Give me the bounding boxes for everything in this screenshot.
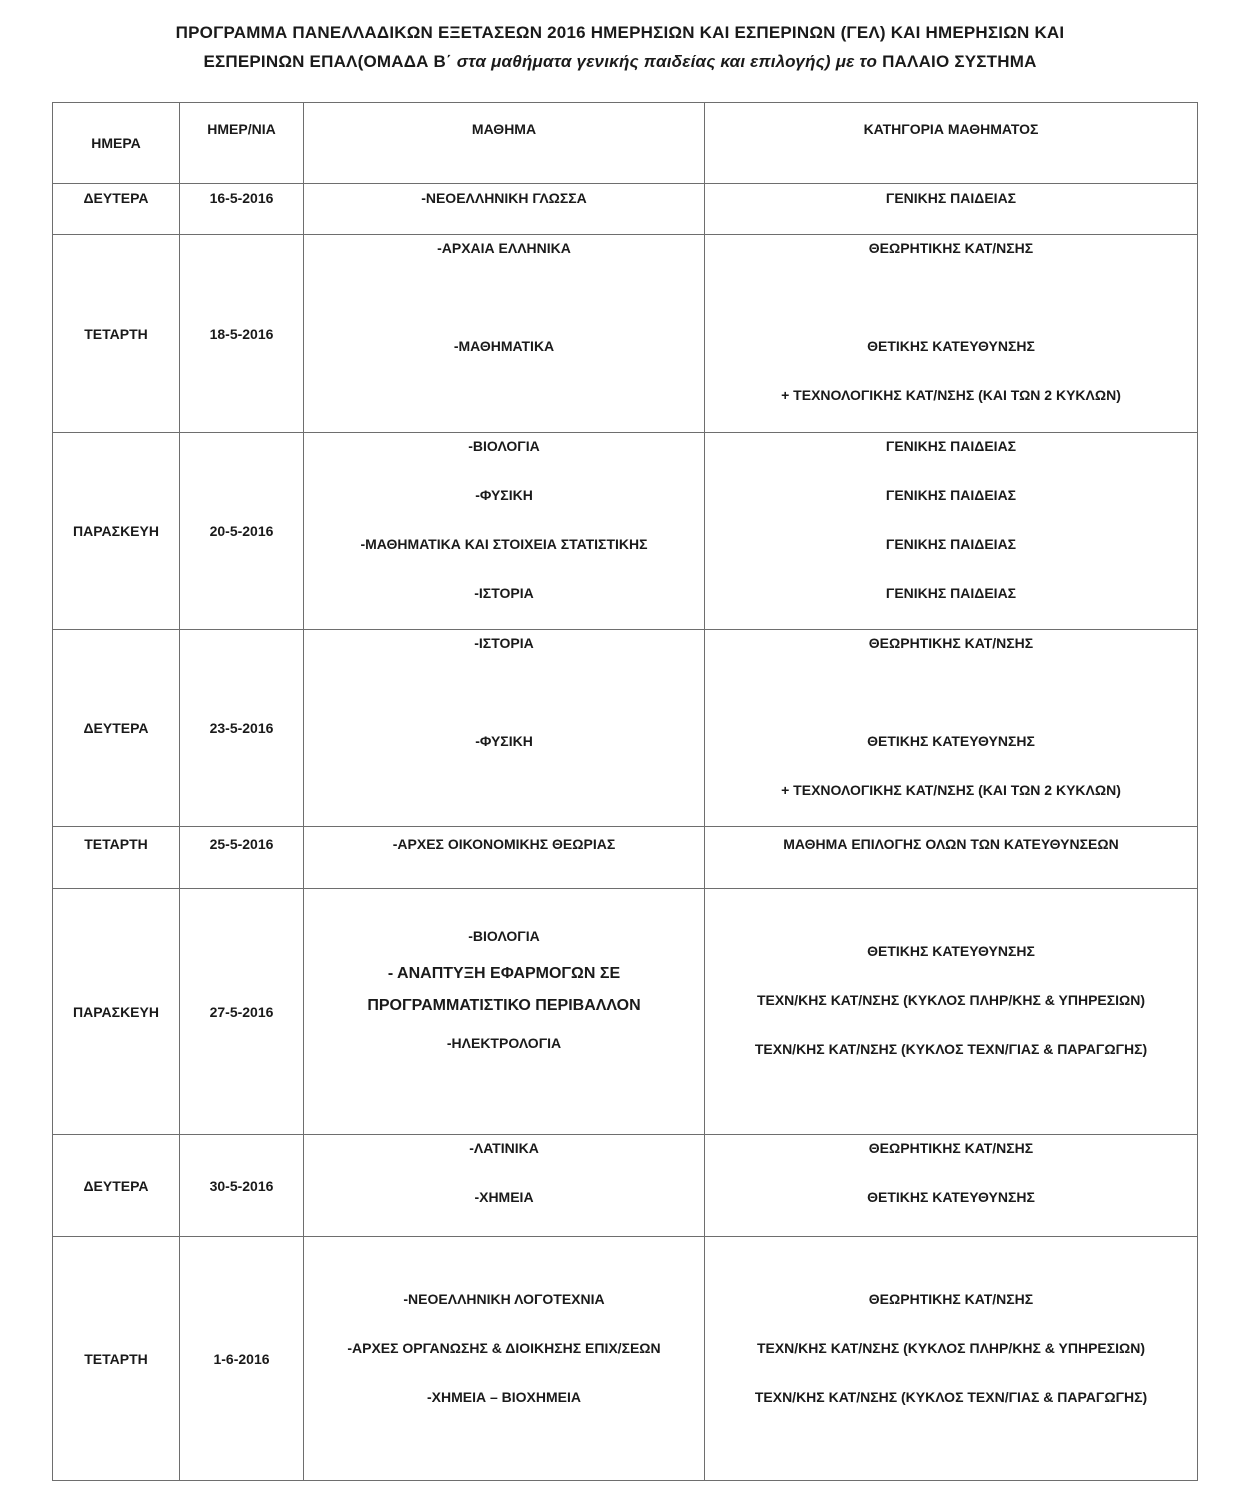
category-cell: ΘΕΩΡΗΤΙΚΗΣ ΚΑΤ/ΝΣΗΣ ΘΕΤΙΚΗΣ ΚΑΤΕΥΘΥΝΣΗΣ + ΤΕΧΝΟΛΟΓΙΚΗΣ ΚΑΤ/ΝΣΗΣ (ΚΑΙ ΤΩΝ 2 ΚΥΚΛΩΝ) — [705, 235, 1198, 433]
day-cell: ΤΕΤΑΡΤΗ — [53, 235, 180, 433]
title-line-2-part-4: ΠΑΛΑΙΟ ΣΥΣΤΗΜΑ — [877, 52, 1037, 71]
category-cell: ΘΕΤΙΚΗΣ ΚΑΤΕΥΘΥΝΣΗΣ ΤΕΧΝ/ΚΗΣ ΚΑΤ/ΝΣΗΣ (ΚΥΚΛΟΣ ΠΛΗΡ/ΚΗΣ & ΥΠΗΡΕΣΙΩΝ) ΤΕΧΝ/ΚΗΣ ΚΑΤ/ΝΣΗΣ (ΚΥΚΛΟΣ ΤΕΧΝ/ΓΙΑΣ & ΠΑΡΑΓΩΓΗΣ) — [705, 889, 1198, 1135]
day-cell: ΔΕΥΤΕΡΑ — [53, 184, 180, 235]
date-cell: 25-5-2016 — [180, 827, 304, 889]
header-day: ΗΜΕΡΑ — [53, 103, 180, 184]
header-category: ΚΑΤΗΓΟΡΙΑ ΜΑΘΗΜΑΤΟΣ — [705, 103, 1198, 184]
day-cell: ΠΑΡΑΣΚΕΥΗ — [53, 889, 180, 1135]
category-cell: ΘΕΩΡΗΤΙΚΗΣ ΚΑΤ/ΝΣΗΣ ΘΕΤΙΚΗΣ ΚΑΤΕΥΘΥΝΣΗΣ — [705, 1135, 1198, 1237]
day-cell: ΠΑΡΑΣΚΕΥΗ — [53, 433, 180, 630]
date-cell: 20-5-2016 — [180, 433, 304, 630]
title-line-2 — [40, 47, 1200, 76]
header-date: ΗΜΕΡ/ΝΙΑ — [180, 103, 304, 184]
date-cell: 18-5-2016 — [180, 235, 304, 433]
day-cell: ΤΕΤΑΡΤΗ — [53, 1237, 180, 1481]
title-line-2-part-3: με το — [835, 52, 878, 71]
table-row — [53, 630, 1198, 827]
table-row — [53, 235, 1198, 433]
category-cell: ΘΕΩΡΗΤΙΚΗΣ ΚΑΤ/ΝΣΗΣ ΘΕΤΙΚΗΣ ΚΑΤΕΥΘΥΝΣΗΣ + ΤΕΧΝΟΛΟΓΙΚΗΣ ΚΑΤ/ΝΣΗΣ (ΚΑΙ ΤΩΝ 2 ΚΥΚΛΩΝ) — [705, 630, 1198, 827]
date-cell: 27-5-2016 — [180, 889, 304, 1135]
table-row — [53, 889, 1198, 1135]
subject-cell: -ΙΣΤΟΡΙΑ -ΦΥΣΙΚΗ — [304, 630, 705, 827]
date-cell: 16-5-2016 — [180, 184, 304, 235]
subject-cell: -ΒΙΟΛΟΓΙΑ - ΑΝΑΠΤΥΞΗ ΕΦΑΡΜΟΓΩΝ ΣΕ ΠΡΟΓΡΑΜΜΑΤΙΣΤΙΚΟ ΠΕΡΙΒΑΛΛΟΝ -ΗΛΕΚΤΡΟΛΟΓΙΑ — [304, 889, 705, 1135]
header-subject: ΜΑΘΗΜΑ — [304, 103, 705, 184]
day-cell: ΤΕΤΑΡΤΗ — [53, 827, 180, 889]
subject-cell: -ΛΑΤΙΝΙΚΑ -ΧΗΜΕΙΑ — [304, 1135, 705, 1237]
day-cell: ΔΕΥΤΕΡΑ — [53, 630, 180, 827]
category-cell: ΓΕΝΙΚΗΣ ΠΑΙΔΕΙΑΣ ΓΕΝΙΚΗΣ ΠΑΙΔΕΙΑΣ ΓΕΝΙΚΗΣ ΠΑΙΔΕΙΑΣ ΓΕΝΙΚΗΣ ΠΑΙΔΕΙΑΣ — [705, 433, 1198, 630]
day-cell: ΔΕΥΤΕΡΑ — [53, 1135, 180, 1237]
title-line-1: ΠΡΟΓΡΑΜΜΑ ΠΑΝΕΛΛΑΔΙΚΩΝ ΕΞΕΤΑΣΕΩΝ 2016 ΗΜΕΡΗΣΙΩΝ ΚΑΙ ΕΣΠΕΡΙΝΩΝ (ΓΕΛ) ΚΑΙ ΗΜΕΡΗΣΙΩΝ ΚΑΙ — [175, 23, 1065, 42]
subject-cell: -ΑΡΧΕΣ ΟΙΚΟΝΟΜΙΚΗΣ ΘΕΩΡΙΑΣ — [304, 827, 705, 889]
subject-cell: -ΝΕΟΕΛΛΗΝΙΚΗ ΓΛΩΣΣΑ — [304, 184, 705, 235]
table-row — [53, 1135, 1198, 1237]
category-cell: ΜΑΘΗΜΑ ΕΠΙΛΟΓΗΣ ΟΛΩΝ ΤΩΝ ΚΑΤΕΥΘΥΝΣΕΩΝ — [705, 827, 1198, 889]
subject-cell: -ΒΙΟΛΟΓΙΑ -ΦΥΣΙΚΗ -ΜΑΘΗΜΑΤΙΚΑ ΚΑΙ ΣΤΟΙΧΕΙΑ ΣΤΑΤΙΣΤΙΚΗΣ -ΙΣΤΟΡΙΑ — [304, 433, 705, 630]
category-cell: ΘΕΩΡΗΤΙΚΗΣ ΚΑΤ/ΝΣΗΣ ΤΕΧΝ/ΚΗΣ ΚΑΤ/ΝΣΗΣ (ΚΥΚΛΟΣ ΠΛΗΡ/ΚΗΣ & ΥΠΗΡΕΣΙΩΝ) ΤΕΧΝ/ΚΗΣ ΚΑΤ/ΝΣΗΣ (ΚΥΚΛΟΣ ΤΕΧΝ/ΓΙΑΣ & ΠΑΡΑΓΩΓΗΣ) — [705, 1237, 1198, 1481]
document-title — [40, 18, 1200, 76]
table-header-row — [53, 103, 1198, 184]
table-row — [53, 184, 1198, 235]
title-line-2-part-1: ΕΣΠΕΡΙΝΩΝ ΕΠΑΛ(ΟΜΑΔΑ Β΄ — [203, 52, 452, 71]
category-cell: ΓΕΝΙΚΗΣ ΠΑΙΔΕΙΑΣ — [705, 184, 1198, 235]
table-row — [53, 827, 1198, 889]
table-row — [53, 1237, 1198, 1481]
date-cell: 30-5-2016 — [180, 1135, 304, 1237]
table-row — [53, 433, 1198, 630]
subject-cell: -ΑΡΧΑΙΑ ΕΛΛΗΝΙΚΑ -ΜΑΘΗΜΑΤΙΚΑ — [304, 235, 705, 433]
date-cell: 23-5-2016 — [180, 630, 304, 827]
subject-cell: -ΝΕΟΕΛΛΗΝΙΚΗ ΛΟΓΟΤΕΧΝΙΑ -ΑΡΧΕΣ ΟΡΓΑΝΩΣΗΣ & ΔΙΟΙΚΗΣΗΣ ΕΠΙΧ/ΣΕΩΝ -ΧΗΜΕΙΑ – ΒΙΟΧΗΜΕΙΑ — [304, 1237, 705, 1481]
date-cell: 1-6-2016 — [180, 1237, 304, 1481]
exam-schedule-table — [52, 102, 1198, 1481]
title-line-2-part-2: στα μαθήματα γενικής παιδείας και επιλογής) — [451, 52, 836, 71]
